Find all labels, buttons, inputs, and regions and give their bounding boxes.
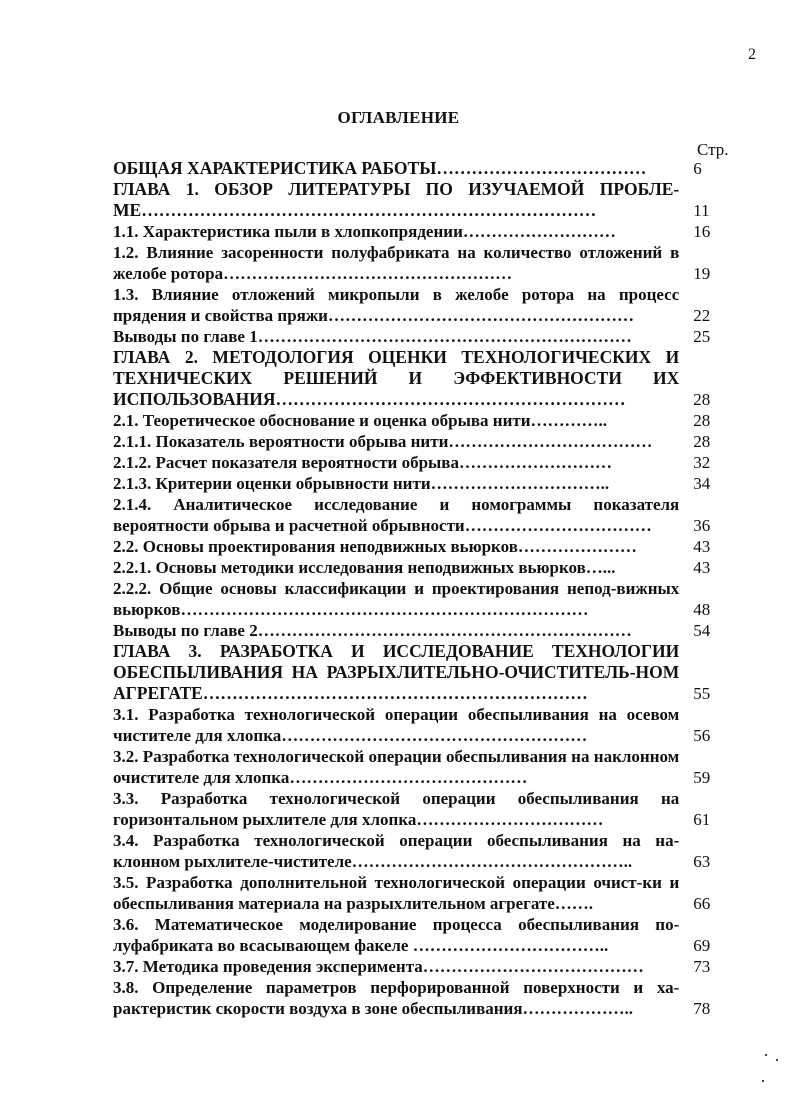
toc-entry-page: 78 [693, 999, 711, 1018]
toc-entry-2-1-4 [113, 494, 733, 536]
toc-entry-page: 43 [693, 537, 711, 556]
toc-entry-3-5 [113, 872, 733, 914]
toc-entry-1-1 [113, 221, 733, 242]
toc-entry-text: 2.1.4. Аналитическое исследование и номограммы показателя вероятности обрыва и расчетной обрывности…………………………… [113, 495, 680, 535]
toc-entry-2-1 [113, 410, 733, 431]
page-number: 2 [748, 46, 756, 63]
toc-entry-text: 2.2.2. Общие основы классификации и проектирования непод-вижных вьюрков……………………………………………………………… [113, 579, 680, 619]
toc-entry-text: 3.2. Разработка технологической операции обеспыливания на наклонном очистителе для хлопка…………………………………… [113, 747, 680, 787]
toc-entry-page: 28 [693, 390, 711, 409]
toc-entry-page: 63 [693, 852, 711, 871]
toc-entry-text: 2.1.2. Расчет показателя вероятности обрыва……………………… [113, 453, 612, 472]
toc-entry-page: 19 [693, 264, 711, 283]
toc-entry-text: 1.3. Влияние отложений микропыли в желобе ротора на процесс прядения и свойства пряжи……………………………………………… [113, 285, 680, 325]
toc-entry-page: 66 [693, 894, 711, 913]
toc-entry-text: ГЛАВА 3. РАЗРАБОТКА И ИССЛЕДОВАНИЕ ТЕХНОЛОГИИ ОБЕСПЫЛИВАНИЯ НА РАЗРЫХЛИТЕЛЬНО-ОЧИСТИТЕЛЬ-НОМ АГРЕГАТЕ………………………………………………………… [113, 641, 680, 703]
toc-entry-page: 54 [693, 621, 711, 640]
toc-entry-2-1-2 [113, 452, 733, 473]
scan-speck [776, 1059, 778, 1061]
toc-entry-chapter-1 [113, 179, 733, 221]
toc-entry-text: 2.2.1. Основы методики исследования неподвижных вьюрков…... [113, 558, 616, 577]
toc-entry-text: 1.1. Характеристика пыли в хлопкопрядении……………………… [113, 222, 616, 241]
toc-entry-1-2 [113, 242, 733, 284]
toc-entry-2-1-1 [113, 431, 733, 452]
toc-entry-text: ОБЩАЯ ХАРАКТЕРИСТИКА РАБОТЫ……………………………… [113, 158, 647, 178]
toc-entry-page: 55 [693, 684, 711, 703]
page-title: ОГЛАВЛЕНИЕ [337, 108, 460, 127]
toc-entry-page: 11 [693, 201, 710, 220]
toc-entry-text: 3.3. Разработка технологической операции обеспыливания на горизонтальном рыхлителе для хлопка…………………………… [113, 789, 680, 829]
toc-entry-page: 43 [693, 558, 711, 577]
toc-entry-page: 73 [693, 957, 711, 976]
toc-entry-page: 69 [693, 936, 711, 955]
toc-entry-page: 34 [693, 474, 711, 493]
toc-entry-page: 59 [693, 768, 711, 787]
toc-entry-3-7 [113, 956, 733, 977]
toc-entry-chapter-3 [113, 641, 733, 704]
toc-entry-text: 3.8. Определение параметров перфорированной поверхности и ха-рактеристик скорости воздуха в зоне обеспыливания……………….. [113, 978, 680, 1018]
toc-entry-3-4 [113, 830, 733, 872]
toc-entry-page: 25 [693, 327, 711, 346]
toc-entry-text: ГЛАВА 2. МЕТОДОЛОГИЯ ОЦЕНКИ ТЕХНОЛОГИЧЕСКИХ И ТЕХНИЧЕСКИХ РЕШЕНИЙ И ЭФФЕКТИВНОСТИ ИХ ИСПОЛЬЗОВАНИЯ…………………………………………………… [113, 347, 680, 409]
toc-entry-page: 16 [693, 222, 711, 241]
toc-entry-page: 56 [693, 726, 711, 745]
toc-entry-text: 1.2. Влияние засоренности полуфабриката на количество отложений в желобе ротора…………………………………………… [113, 243, 680, 283]
toc-entry-1-3 [113, 284, 733, 326]
toc-entry-text: 2.1. Теоретическое обоснование и оценка обрыва нити………….. [113, 411, 608, 430]
toc-entry-text: Выводы по главе 2………………………………………………………… [113, 621, 632, 640]
toc-entry-3-8 [113, 977, 733, 1019]
scan-speck [765, 1054, 767, 1056]
toc-entry-text: 2.2. Основы проектирования неподвижных вьюрков………………… [113, 537, 637, 556]
toc-entry-page: 22 [693, 306, 711, 325]
toc-entry-3-6 [113, 914, 733, 956]
toc-entry-page: 6 [693, 159, 702, 178]
toc-entry-3-2 [113, 746, 733, 788]
toc-entry-2-2-2 [113, 578, 733, 620]
toc-entry-2-2 [113, 536, 733, 557]
toc-entry-text: 3.5. Разработка дополнительной технологической операции очист-ки и обеспыливания материала на разрыхлительном агрегате……. [113, 873, 680, 913]
toc-entry-text: Выводы по главе 1………………………………………………………… [113, 327, 632, 346]
page-column-header: Стр. [697, 140, 729, 159]
toc-entry-page: 36 [693, 516, 711, 535]
toc-entry-chapter-2 [113, 347, 733, 410]
toc-entry-text: ГЛАВА 1. ОБЗОР ЛИТЕРАТУРЫ ПО ИЗУЧАЕМОЙ ПРОБЛЕ-МЕ…………………………………………………………………… [113, 179, 680, 220]
toc-entry-page: 48 [693, 600, 711, 619]
toc-entry-page: 28 [693, 411, 711, 430]
toc-entry-text: 2.1.3. Критерии оценки обрывности нити………………………….. [113, 474, 610, 493]
toc-entry-2-1-3 [113, 473, 733, 494]
toc-entry-general [113, 158, 733, 179]
toc-entry-text: 2.1.1. Показатель вероятности обрыва нити……………………………… [113, 432, 653, 451]
toc-entry-conclusions-1 [113, 326, 733, 347]
toc-entry-text: 3.7. Методика проведения эксперимента………………………………… [113, 957, 644, 976]
toc-entry-text: 3.1. Разработка технологической операции обеспыливания на осевом чистителе для хлопка……………………………………………… [113, 705, 680, 745]
toc-entry-2-2-1 [113, 557, 733, 578]
table-of-contents [113, 158, 733, 1019]
scan-speck [762, 1080, 764, 1082]
toc-entry-3-1 [113, 704, 733, 746]
toc-entry-conclusions-2 [113, 620, 733, 641]
toc-entry-text: 3.4. Разработка технологической операции обеспыливания на на-клонном рыхлителе-чистителе………………………………………….. [113, 831, 680, 871]
toc-entry-3-3 [113, 788, 733, 830]
toc-entry-page: 32 [693, 453, 711, 472]
toc-entry-page: 28 [693, 432, 711, 451]
toc-entry-text: 3.6. Математическое моделирование процесса обеспыливания по-луфабриката во всасывающем факеле …………………………….. [113, 915, 680, 955]
toc-entry-page: 61 [693, 810, 711, 829]
